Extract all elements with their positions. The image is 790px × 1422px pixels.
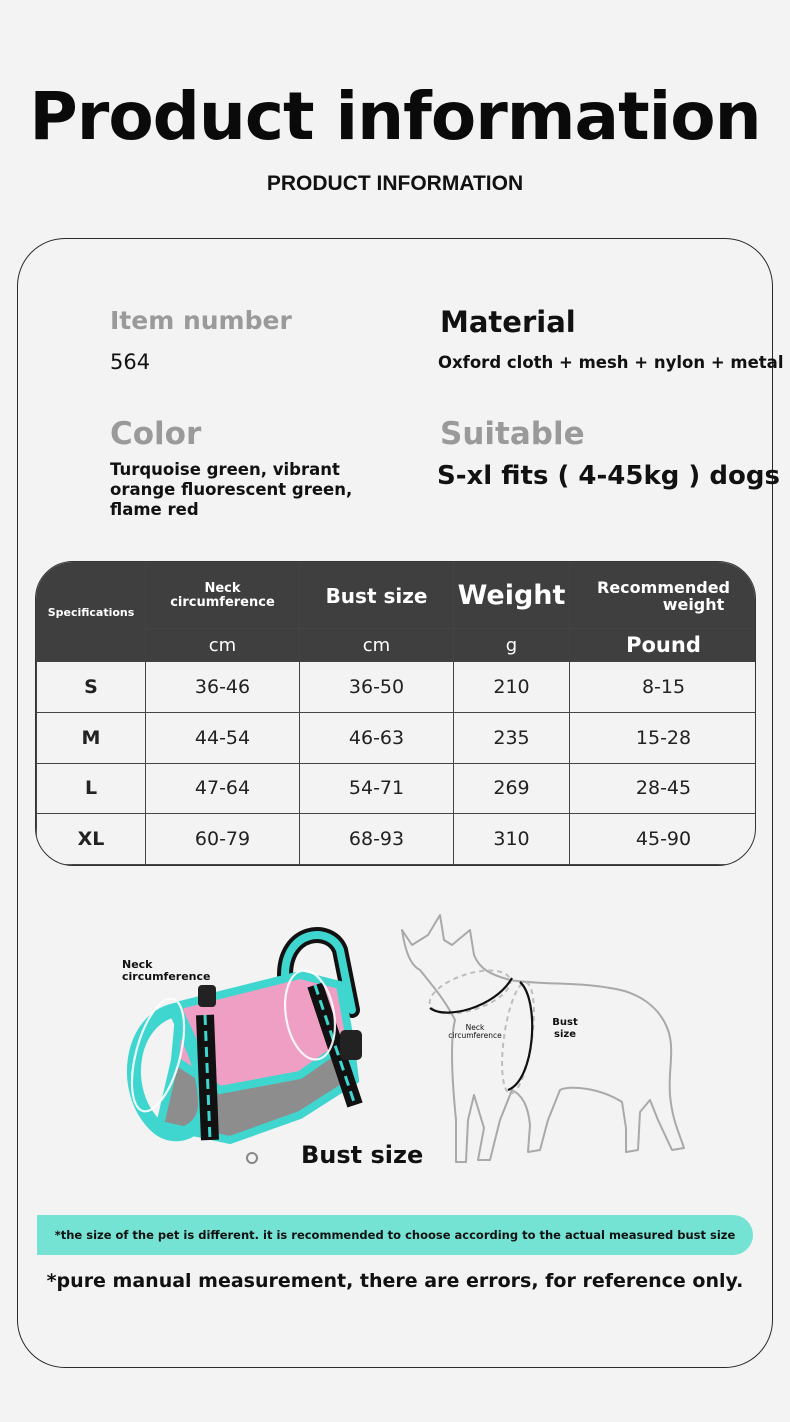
dog-outline: [402, 915, 684, 1162]
row-size: M: [37, 712, 146, 763]
header-weight: Weight: [454, 563, 570, 629]
header-bust-size: Bust size: [300, 563, 454, 629]
row-weight: 269: [454, 763, 570, 814]
table-row: [37, 712, 757, 763]
table-row: [37, 763, 757, 814]
size-recommendation-banner: *the size of the pet is different. it is recommended to choose according to the actual measured bust size: [37, 1215, 753, 1255]
dog-bust-label-line: Bust: [552, 1017, 578, 1028]
unit-neck: cm: [146, 629, 300, 662]
page-subtitle: PRODUCT INFORMATION: [266, 172, 524, 195]
color-value-line: flame red: [110, 500, 199, 519]
color-value-line: Turquoise green, vibrant: [110, 460, 340, 479]
table-row: [37, 814, 757, 865]
row-bust: 68-93: [300, 814, 454, 865]
measurement-illustration: [0, 890, 790, 1190]
row-neck: 36-46: [146, 662, 300, 713]
material-value: Oxford cloth + mesh + nylon + metal: [438, 353, 784, 372]
unit-recommended: Pound: [570, 629, 757, 662]
row-size: XL: [37, 814, 146, 865]
dog-neck-label-line: Neck: [465, 1023, 485, 1032]
row-recommended: 8-15: [570, 662, 757, 713]
row-recommended: 28-45: [570, 763, 757, 814]
header-neck-line: circumference: [170, 594, 275, 610]
unit-weight: g: [454, 629, 570, 662]
row-recommended: 15-28: [570, 712, 757, 763]
row-neck: 60-79: [146, 814, 300, 865]
header-neck-circumference: [146, 563, 300, 629]
row-bust: 36-50: [300, 662, 454, 713]
color-label: Color: [110, 416, 202, 452]
row-neck: 44-54: [146, 712, 300, 763]
header-recommended-line: weight: [662, 594, 725, 614]
material-label: Material: [440, 305, 576, 339]
header-neck-line: Neck: [204, 580, 241, 596]
row-bust: 46-63: [300, 712, 454, 763]
item-number-label: Item number: [110, 306, 292, 335]
harness-neck-label-line: Neck: [122, 958, 153, 971]
row-size: L: [37, 763, 146, 814]
dog-neck-label-line: circumference: [448, 1031, 502, 1040]
row-neck: 47-64: [146, 763, 300, 814]
color-value-line: orange fluorescent green,: [110, 480, 353, 499]
row-weight: 235: [454, 712, 570, 763]
row-size: S: [37, 662, 146, 713]
table-row: [37, 662, 757, 713]
row-weight: 210: [454, 662, 570, 713]
header-recommended-weight: [570, 563, 757, 629]
row-weight: 310: [454, 814, 570, 865]
dog-bust-label-line: size: [554, 1029, 576, 1040]
row-recommended: 45-90: [570, 814, 757, 865]
harness-bust-label: Bust size: [301, 1141, 424, 1169]
suitable-value: S-xl fits ( 4-45kg ) dogs: [437, 461, 780, 491]
row-bust: 54-71: [300, 763, 454, 814]
color-value: [110, 460, 352, 520]
suitable-label: Suitable: [440, 416, 585, 452]
harness-neck-label-line: circumference: [122, 970, 211, 983]
measurement-disclaimer: *pure manual measurement, there are errors, for reference only.: [46, 1270, 744, 1292]
header-recommended-line: Recommended: [597, 577, 730, 597]
unit-bust: cm: [300, 629, 454, 662]
page-title: Product information: [29, 78, 761, 155]
header-specifications: Specifications: [37, 563, 146, 662]
item-number-value: 564: [110, 350, 151, 374]
size-table: [35, 561, 756, 866]
